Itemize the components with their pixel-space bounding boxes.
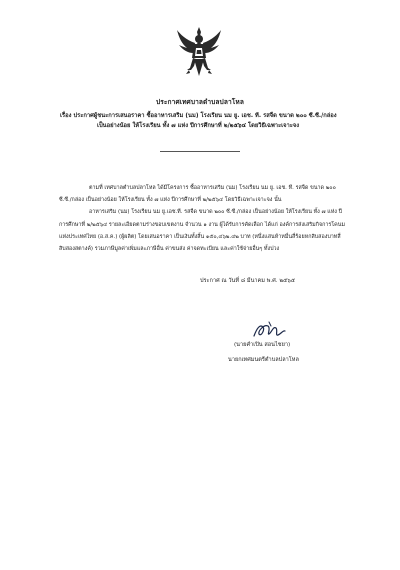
subject-block — [60, 111, 350, 131]
subject-prefix: เรื่อง — [60, 113, 72, 119]
paragraph-2: อาหารเสริม (นม) โรงเรียน นม ยู.เอช.ที. รสจืด ขนาด ๒๐๐ ซี.ซี./กล่อง เป็นอย่างน้อย ให้โรงเรียน ทั้ง ๗ แห่ง ปีการศึกษาที่ ๒/๒๕๖๔ รายละเอียดตามร่างขอบเขตงาน จำนวน ๑ งาน ผู้ได้รับการคัดเลือก ได้แก่ องค์การส่งเสริมกิจการโคนมแห่งประเทศไทย (อ.ส.ค.) (ผู้ผลิต) โดยเสนอราคา เป็นเงินทั้งสิ้น ๑๕๐,๔๖๒.๔๒ บาท (หนึ่งแสนห้าหมื่นสี่ร้อยหกสิบสองบาทสี่สิบสองสตางค์) รวมภาษีมูลค่าเพิ่มและภาษีอื่น ค่าขนส่ง ค่าจดทะเบียน และค่าใช้จ่ายอื่นๆ ทั้งปวง — [59, 209, 346, 253]
handwritten-signature — [251, 318, 287, 342]
garuda-emblem-icon — [176, 26, 222, 78]
signer-name: (นายคำเปิน สอนไชยา) — [234, 342, 291, 348]
divider — [160, 151, 240, 152]
organization-title: ประกาศเทศบาลตำบลปลาโหล — [155, 98, 245, 106]
subject-line-1: ประกาศผู้ชนะการเสนอราคา ซื้ออาหารเสริม (นม) โรงเรียน นม ยู. เอช. ที. รสจืด ขนาด ๒๐๐ ซี.ซี./กล่อง — [73, 113, 337, 119]
announcement-date: ประกาศ ณ วันที่ ๘ มีนาคม พ.ศ. ๒๕๖๕ — [200, 278, 296, 284]
body-text — [59, 182, 347, 255]
paragraph-1: ตามที่ เทศบาลตำบลปลาโหล ได้มีโครงการ ซื้ออาหารเสริม (นม) โรงเรียน นม ยู. เอช. ที. รสจืด ขนาด ๒๐๐ ซี.ซี./กล่อง เป็นอย่างน้อย ให้โรงเรียน ทั้ง ๗ แห่ง ปีการศึกษาที่ ๒/๒๕๖๔ โดยวิธีเฉพาะเจาะจง นั้น — [59, 185, 336, 204]
signer-title: นายกเทศมนตรีตำบลปลาโหล — [228, 357, 299, 363]
subject-line-2: เป็นอย่างน้อย ให้โรงเรียน ทั้ง ๗ แห่ง ปีการศึกษาที่ ๒/๒๕๖๔ โดยวิธีเฉพาะเจาะจง — [97, 123, 300, 129]
